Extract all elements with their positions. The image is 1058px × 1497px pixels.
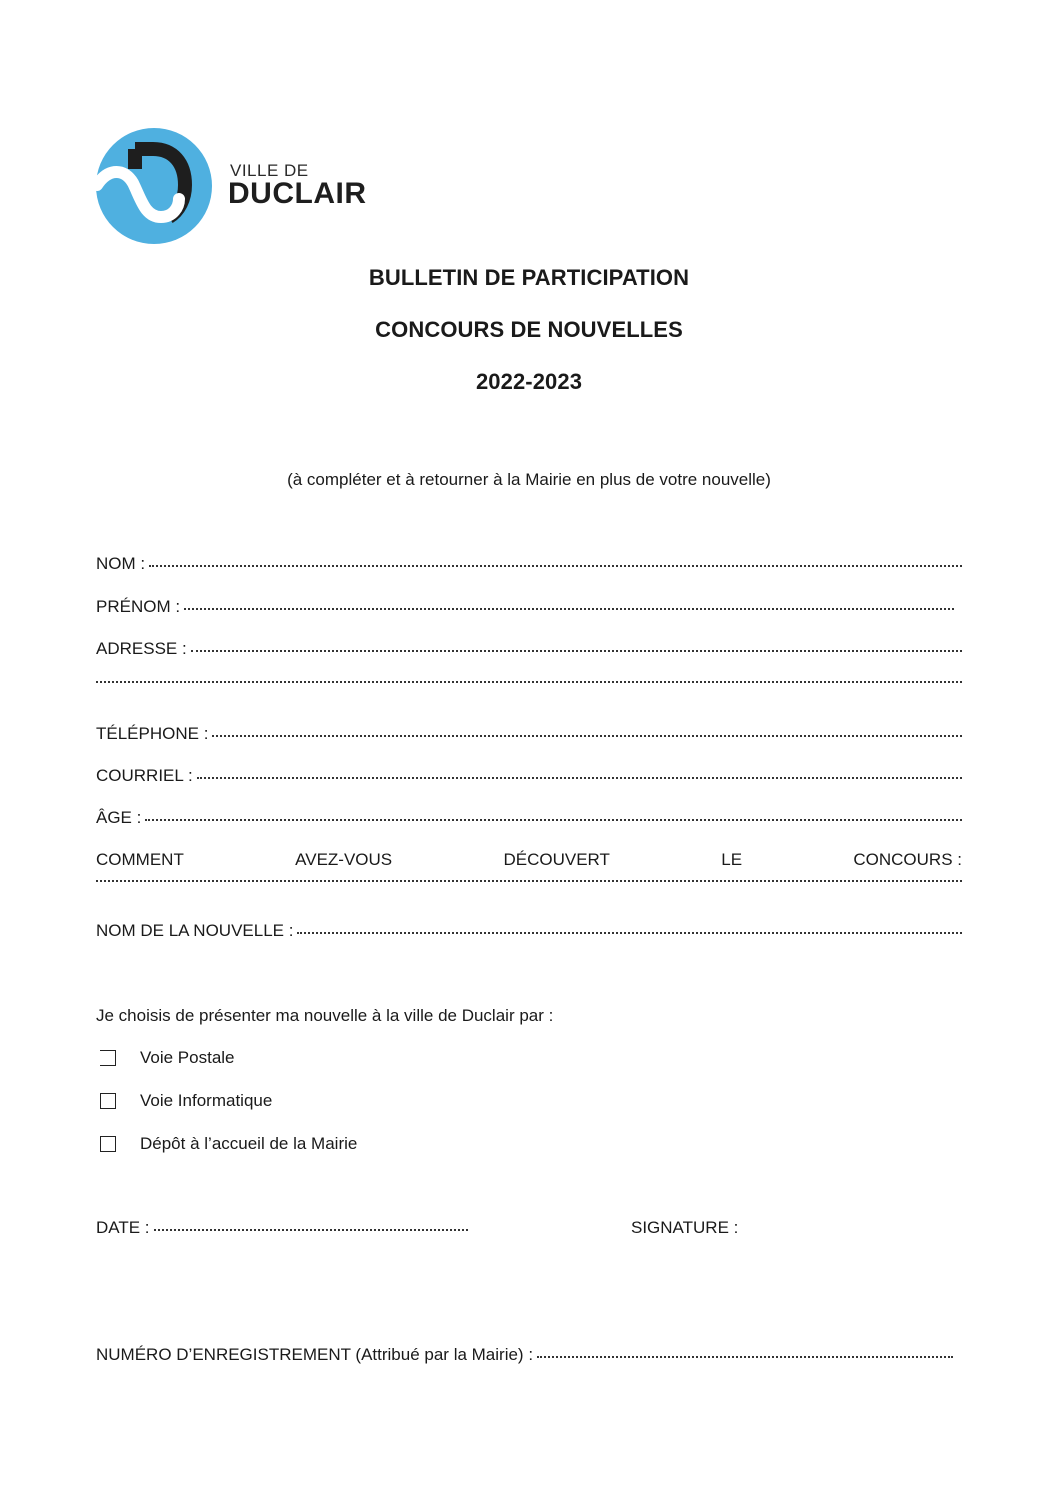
registration-dotted-line <box>537 1354 953 1358</box>
nom-nouvelle-dotted-line <box>297 930 962 934</box>
option-voie-informatique-label: Voie Informatique <box>140 1091 273 1110</box>
comment-word-3: DÉCOUVERT <box>503 850 610 869</box>
comment-word-2: AVEZ-VOUS <box>295 850 393 869</box>
option-depot-accueil-label: Dépôt à l’accueil de la Mairie <box>140 1134 358 1153</box>
prenom-label: PRÉNOM : <box>96 597 181 616</box>
duclair-logo-icon <box>95 127 213 245</box>
telephone-dotted-line <box>212 733 962 737</box>
checkbox-voie-informatique[interactable] <box>100 1093 116 1109</box>
logo-big-text: DUCLAIR <box>228 177 367 210</box>
nom-nouvelle-field[interactable] <box>96 921 962 941</box>
date-field[interactable] <box>96 1218 468 1238</box>
courriel-label: COURRIEL : <box>96 766 193 785</box>
adresse-label: ADRESSE : <box>96 639 187 658</box>
registration-field[interactable] <box>96 1345 953 1365</box>
option-depot-accueil[interactable] <box>100 1134 357 1154</box>
checkbox-voie-postale[interactable] <box>100 1050 116 1066</box>
option-voie-postale[interactable] <box>100 1048 235 1068</box>
title-line-2: CONCOURS DE NOUVELLES <box>375 317 683 342</box>
comment-word-5: CONCOURS : <box>853 850 962 869</box>
comment-answer-field[interactable] <box>96 880 962 884</box>
courriel-dotted-line <box>197 775 962 779</box>
title-year: 2022-2023 <box>475 369 583 394</box>
telephone-field[interactable] <box>96 724 962 744</box>
nom-label: NOM : <box>96 554 146 573</box>
comment-word-4: LE <box>721 850 743 869</box>
title-line-1: BULLETIN DE PARTICIPATION <box>368 265 690 290</box>
comment-word-1: COMMENT <box>96 850 184 869</box>
telephone-label: TÉLÉPHONE : <box>96 724 209 743</box>
age-field[interactable] <box>96 808 962 828</box>
option-voie-postale-label: Voie Postale <box>140 1048 235 1067</box>
prenom-dotted-line <box>184 606 954 610</box>
instructions-text: (à compléter et à retourner à la Mairie en plus de votre nouvelle) <box>287 470 771 489</box>
checkbox-depot-accueil[interactable] <box>100 1136 116 1152</box>
signature-label: SIGNATURE : <box>631 1218 739 1237</box>
age-label: ÂGE : <box>96 808 142 827</box>
adresse-field[interactable] <box>96 639 962 659</box>
registration-label: NUMÉRO D’ENREGISTREMENT (Attribué par la Mairie) : <box>96 1345 534 1364</box>
option-voie-informatique[interactable] <box>100 1091 272 1111</box>
comment-question <box>96 850 962 870</box>
adresse-dotted-line <box>191 648 962 652</box>
nom-nouvelle-label: NOM DE LA NOUVELLE : <box>96 921 294 940</box>
comment-dotted-line <box>96 878 962 882</box>
prenom-field[interactable] <box>96 597 954 617</box>
logo-small-text: VILLE DE <box>230 161 309 180</box>
date-dotted-line <box>154 1227 468 1231</box>
courriel-field[interactable] <box>96 766 962 786</box>
nom-dotted-line <box>149 563 962 567</box>
choice-prompt: Je choisis de présenter ma nouvelle à la ville de Duclair par : <box>96 1006 554 1025</box>
date-label: DATE : <box>96 1218 150 1237</box>
age-dotted-line <box>145 817 962 821</box>
adresse-dotted-line-2 <box>96 679 962 683</box>
adresse-field-continued[interactable] <box>96 681 962 685</box>
nom-field[interactable] <box>96 554 962 574</box>
duclair-logo <box>95 127 395 245</box>
